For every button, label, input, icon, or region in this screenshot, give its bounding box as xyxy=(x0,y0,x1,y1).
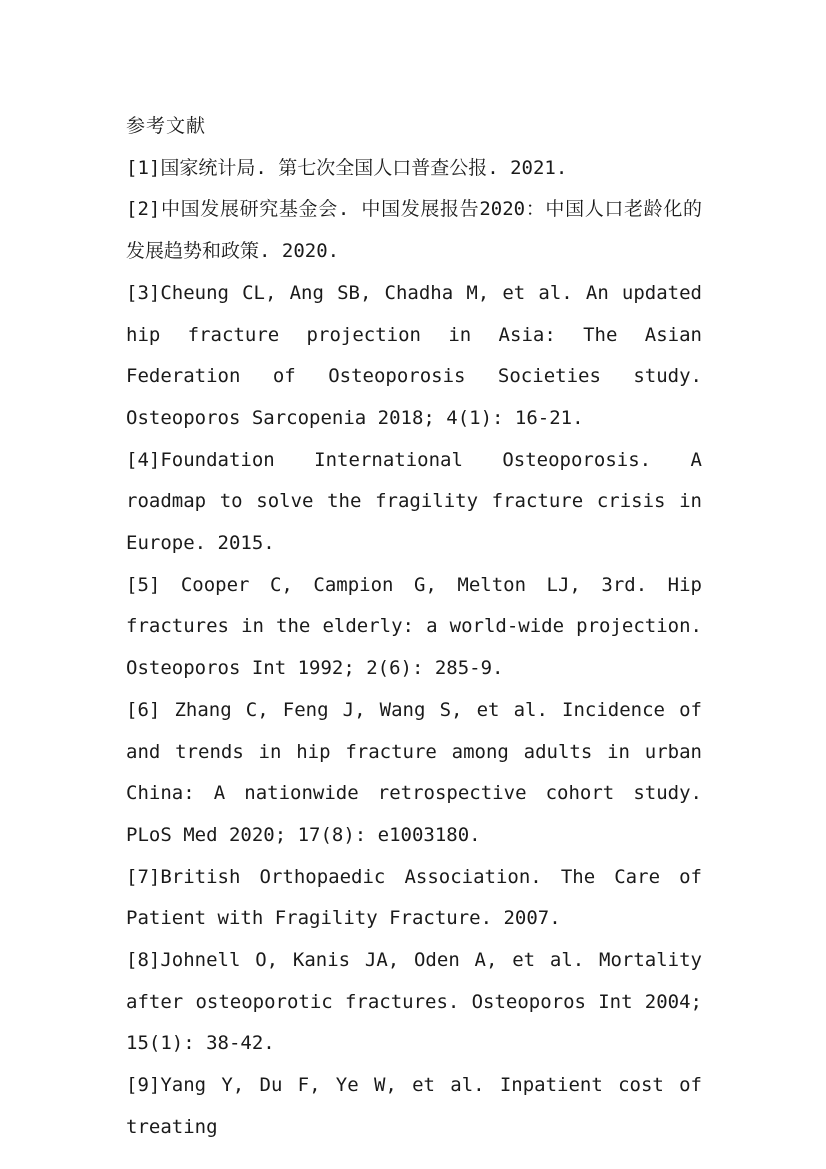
reference-item-1: [1]国家统计局. 第七次全国人口普查公报. 2021. xyxy=(126,156,568,179)
reference-item-3: [3]Cheung CL, Ang SB, Chadha M, et al. An updated hip fracture projection in Asia: The Asian Federation of Osteoporosis Societies study. Osteoporos Sarcopenia 2018; 4(1): 16-21. xyxy=(126,281,702,429)
references-heading: 参考文献 xyxy=(126,115,207,137)
document-page xyxy=(126,106,702,1149)
reference-item-2: [2]中国发展研究基金会. 中国发展报告2020：中国人口老龄化的发展趋势和政策. 2020. xyxy=(126,198,702,263)
reference-item-7: [7]British Orthopaedic Association. The Care of Patient with Fragility Fracture. 2007. xyxy=(126,865,702,930)
reference-item-4: [4]Foundation International Osteoporosis. A roadmap to solve the fragility fracture crisis in Europe. 2015. xyxy=(126,448,702,555)
reference-item-6: [6] Zhang C, Feng J, Wang S, et al. Incidence of and trends in hip fracture among adults in urban China: A nationwide retrospective cohort study. PLoS Med 2020; 17(8): e1003180. xyxy=(126,698,702,846)
reference-item-5: [5] Cooper C, Campion G, Melton LJ, 3rd. Hip fractures in the elderly: a world-wide projection. Osteoporos Int 1992; 2(6): 285-9. xyxy=(126,573,702,680)
reference-item-8: [8]Johnell O, Kanis JA, Oden A, et al. Mortality after osteoporotic fractures. Osteoporos Int 2004; 15(1): 38-42. xyxy=(126,949,702,1055)
reference-item-9: [9]Yang Y, Du F, Ye W, et al. Inpatient cost of treating xyxy=(126,1074,702,1138)
